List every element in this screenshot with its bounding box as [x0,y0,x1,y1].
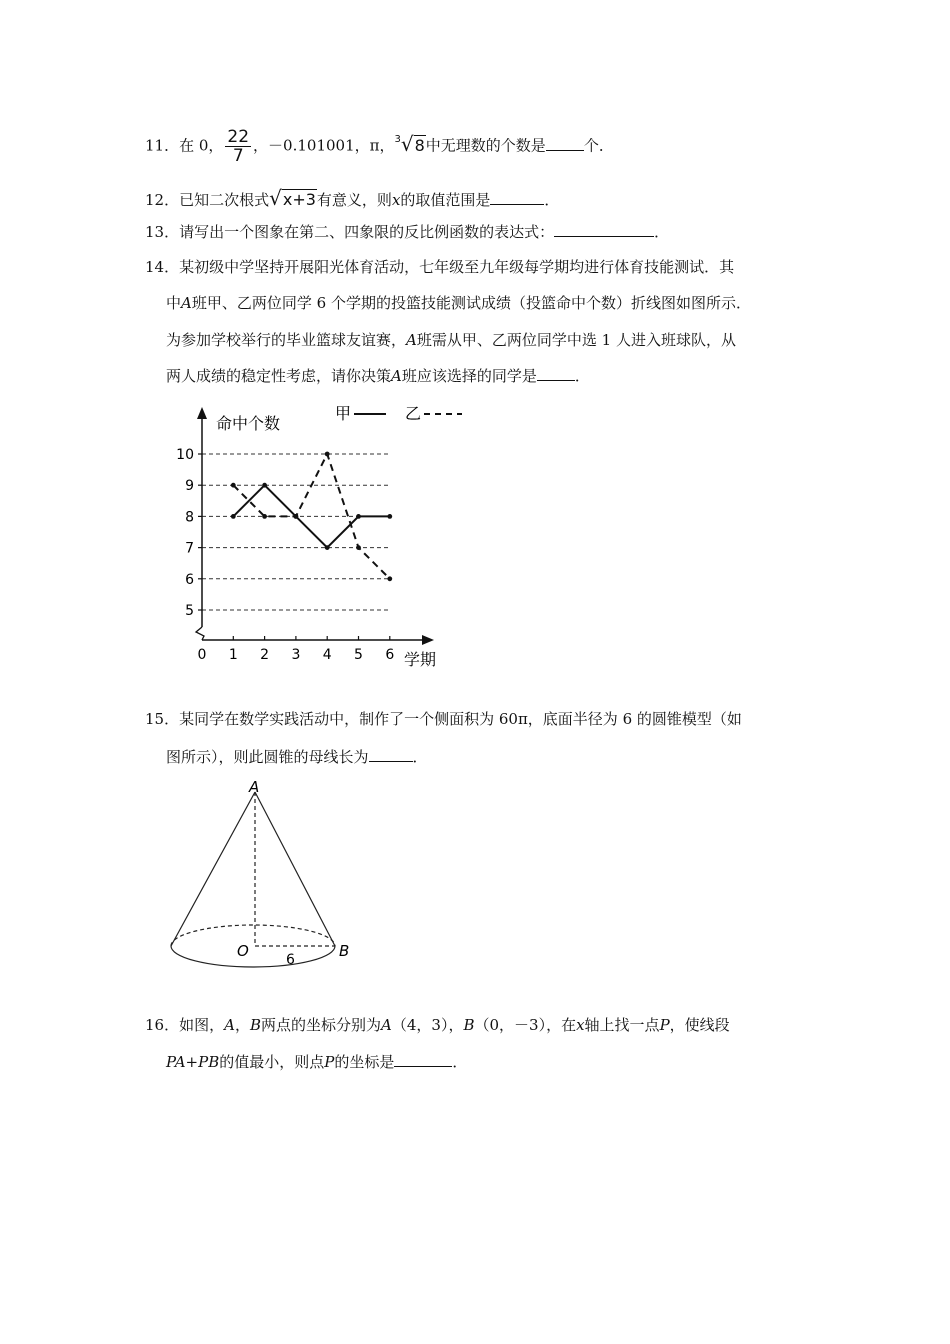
data-point [294,514,299,519]
variable: B [249,1016,261,1034]
text: ． [412,748,428,766]
root-radicand: x+3 [282,190,316,209]
variable: A [381,1016,392,1034]
question-14-line-3 [166,329,736,350]
data-point [325,545,330,550]
variable: A [181,294,192,312]
text: ． [452,1053,468,1071]
x-tick-label: 0 [197,647,207,663]
y-tick-label: 5 [185,603,194,619]
text: 有意义，则 [316,191,392,209]
question-15-line-2 [166,746,428,767]
fraction-numerator: 22 [227,127,250,147]
question-12 [145,186,559,210]
question-15 [145,708,742,729]
answer-blank[interactable] [537,366,575,381]
fraction [225,128,251,165]
text: 轴上找一点 [584,1016,660,1034]
answer-blank[interactable] [554,222,654,237]
variable: A [224,1016,235,1034]
y-tick-label: 6 [185,571,194,588]
root-index: 3 [394,133,401,145]
line-chart [160,395,480,685]
x-tick-label: 5 [354,647,363,663]
variable: x [576,1016,585,1034]
question-11 [145,128,614,165]
question-14-line-4 [166,365,590,386]
variable: B [463,1016,475,1034]
question-number: 16． [145,1016,180,1034]
text: （0，－3），在 [474,1016,577,1034]
text: 请写出一个图象在第二、四象限的反比例函数的表达式： [179,223,555,241]
cube-root: $^3$√8 [394,131,425,156]
series-line-jia [233,485,389,547]
text: 两点的坐标分别为 [261,1016,382,1034]
legend [335,404,462,423]
text: 两人成绩的稳定性考虑，请你决策 [166,367,392,385]
y-tick-label: 8 [185,509,194,526]
question-number: 13． [145,223,180,241]
data-point [231,483,236,488]
variable: P [659,1016,670,1034]
text: 个． [583,136,614,155]
text: ． [654,223,670,241]
data-point [325,452,330,457]
x-tick-label: 1 [228,647,238,663]
text: ，－0.101001，π， [253,136,395,155]
text: 图所示），则此圆锥的母线长为 [166,748,369,766]
cone-right-edge [255,792,335,946]
question-14-line-2 [166,292,751,313]
text: 在 0， [179,136,224,155]
text: 中无理数的个数是 [425,136,546,155]
y-tick-label: 7 [185,540,194,557]
apex-label: A [249,780,260,796]
text: 某初级中学坚持开展阳光体育活动，七年级至九年级每学期均进行体育技能测试．其 [179,258,735,276]
question-number: 12． [145,191,180,209]
text: ． [574,367,590,385]
text: 班需从甲、乙两位同学中选 1 人进入班球队，从 [416,331,736,349]
base-front-arc [171,946,335,967]
text: 已知二次根式 [179,191,270,209]
y-tick-label: 9 [185,478,194,495]
data-point [262,514,267,519]
expression: PA+PB [166,1053,220,1071]
x-axis-arrow [422,635,434,645]
point-b-label: B [339,942,350,960]
y-axis-arrow [197,407,207,419]
question-16-line-2 [166,1051,467,1072]
question-13 [145,221,669,242]
radius-label: 6 [286,952,295,968]
y-axis-label: 命中个数 [216,414,281,433]
base-back-arc [171,925,335,946]
cone-left-edge [171,792,255,946]
y-tick-label: 10 [176,447,194,463]
variable: A [391,367,402,385]
question-14 [145,256,734,277]
x-axis-label: 学期 [404,650,437,669]
cone-figure [160,780,360,980]
x-tick-label: 2 [260,647,270,663]
answer-blank[interactable] [369,747,413,762]
axis-break [196,627,204,640]
question-number: 14． [145,258,180,276]
legend-label-jia: 甲 [335,404,352,423]
text: （4，3）， [391,1016,464,1034]
data-point [231,514,236,519]
text: 的值最小，则点 [219,1053,325,1071]
x-tick-label: 4 [322,647,332,663]
data-point [387,576,392,581]
root-radicand: 8 [414,135,425,155]
text: 班应该选择的同学是 [401,367,537,385]
text: 为参加学校举行的毕业篮球友谊赛， [166,331,407,349]
text: 中 [166,294,182,312]
variable: x [391,191,401,209]
data-point [387,514,392,519]
square-root: √x+3 [269,186,316,210]
question-number: 11． [145,136,180,155]
data-point [356,545,361,550]
text: ． [544,191,560,209]
legend-label-yi: 乙 [405,404,422,423]
answer-blank[interactable] [546,136,584,151]
answer-blank[interactable] [490,190,544,205]
text: 的取值范围是 [400,191,491,209]
text: 班甲、乙两位同学 6 个学期的投篮技能测试成绩（投篮命中个数）折线图如图所示． [191,294,751,312]
text: ， [234,1016,250,1034]
x-tick-label: 6 [385,647,395,663]
text: 如图， [179,1016,225,1034]
data-point [262,483,267,488]
center-label: O [237,942,249,960]
variable: P [324,1053,335,1071]
question-number: 15． [145,710,180,728]
question-16 [145,1014,730,1035]
text: 的坐标是 [334,1053,395,1071]
answer-blank[interactable] [394,1052,452,1067]
data-point [356,514,361,519]
fraction-denominator: 7 [232,146,244,166]
text: ，使线段 [669,1016,730,1034]
x-tick-label: 3 [291,647,301,663]
text: 某同学在数学实践活动中，制作了一个侧面积为 60π，底面半径为 6 的圆锥模型（如 [179,710,742,728]
variable: A [406,331,417,349]
